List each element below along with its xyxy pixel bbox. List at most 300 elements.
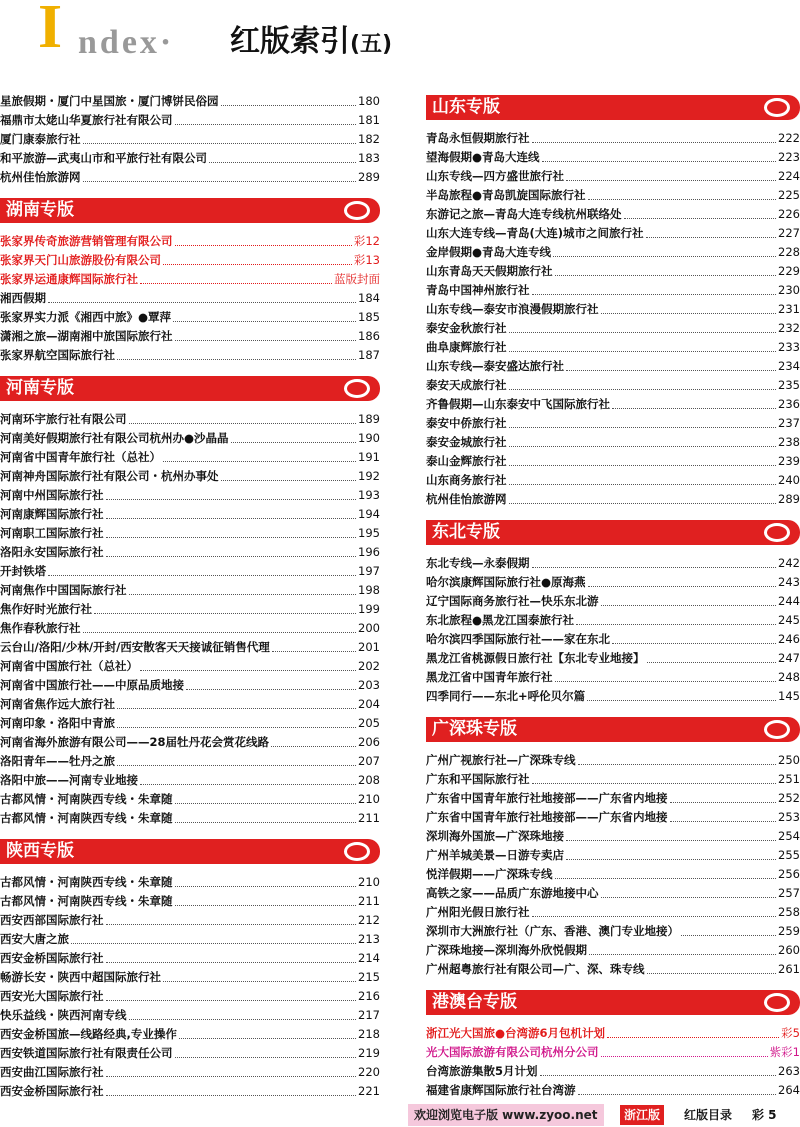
entry-name: 齐鲁假期—山东泰安中飞国际旅行社	[426, 397, 610, 411]
dot-leader	[175, 1057, 357, 1058]
index-entry	[0, 346, 380, 365]
index-entry	[0, 771, 380, 790]
dot-leader	[601, 605, 777, 606]
index-entry	[0, 1063, 380, 1082]
index-entry	[0, 429, 380, 448]
entry-name: 古都风情・河南陕西专线・朱章随	[0, 792, 173, 806]
dot-leader	[509, 332, 777, 333]
index-entry	[0, 873, 380, 892]
entry-name: 河南康辉国际旅行社	[0, 507, 104, 521]
entry-page: 紫彩1	[769, 1045, 800, 1059]
index-entry	[0, 752, 380, 771]
entry-page: 197	[358, 564, 380, 578]
dot-leader	[106, 962, 357, 963]
index-list-henan	[0, 410, 380, 828]
entry-name: 广州超粤旅行社有限公司—广、深、珠专线	[426, 962, 645, 976]
entry-name: 悦洋假期——广深珠专线	[426, 867, 553, 881]
entry-page: 217	[358, 1008, 380, 1022]
index-entry	[426, 300, 800, 319]
dot-leader	[587, 700, 776, 701]
entry-name: 泰安天成旅行社	[426, 378, 507, 392]
index-list-gangaotai	[426, 1024, 800, 1100]
section-header-dongbei: 东北专版	[426, 520, 800, 545]
dot-leader	[555, 878, 777, 879]
index-entry	[0, 657, 380, 676]
dot-leader	[175, 245, 352, 246]
entry-name: 星旅假期・厦门中星国旅・厦门博饼民俗园	[0, 94, 219, 108]
dot-leader	[179, 1038, 356, 1039]
index-entry	[0, 289, 380, 308]
entry-name: 河南焦作中国国际旅行社	[0, 583, 127, 597]
entry-page: 202	[358, 659, 380, 673]
dot-leader	[106, 556, 357, 557]
entry-name: 河南美好假期旅行社有限公司杭州办●沙晶晶	[0, 431, 229, 445]
index-entry	[0, 638, 380, 657]
entry-page: 251	[778, 772, 800, 786]
entry-page: 215	[358, 970, 380, 984]
entry-name: 广州阳光假日旅行社	[426, 905, 530, 919]
dot-leader	[670, 821, 777, 822]
entry-name: 广东省中国青年旅行社地接部——广东省内地接	[426, 810, 668, 824]
index-entry	[0, 524, 380, 543]
index-entry	[426, 376, 800, 395]
index-entry	[0, 168, 380, 187]
section-header-shandong: 山东专版	[426, 95, 800, 120]
dot-leader	[532, 567, 777, 568]
index-entry	[0, 327, 380, 346]
dot-leader	[509, 351, 777, 352]
index-entry	[426, 884, 800, 903]
entry-name: 张家界传奇旅游营销管理有限公司	[0, 234, 173, 248]
index-list-dongbei	[426, 554, 800, 706]
entry-page: 220	[358, 1065, 380, 1079]
dot-leader	[163, 461, 356, 462]
index-entry	[426, 1081, 800, 1100]
dot-leader	[670, 802, 777, 803]
entry-page: 223	[778, 150, 800, 164]
index-entry	[0, 714, 380, 733]
index-entry	[426, 827, 800, 846]
entry-page: 245	[778, 613, 800, 627]
entry-page: 238	[778, 435, 800, 449]
entry-name: 山东商务旅行社	[426, 473, 507, 487]
entry-page: 196	[358, 545, 380, 559]
dot-leader	[647, 973, 777, 974]
entry-page: 232	[778, 321, 800, 335]
entry-page: 210	[358, 792, 380, 806]
index-list-hunan	[0, 232, 380, 365]
index-entry	[426, 592, 800, 611]
entry-page: 228	[778, 245, 800, 259]
entry-page: 222	[778, 131, 800, 145]
entry-name: 张家界航空国际旅行社	[0, 348, 115, 362]
left-column	[0, 92, 380, 1101]
index-entry	[426, 751, 800, 770]
entry-name: 四季同行——东北+呼伦贝尔篇	[426, 689, 586, 703]
entry-name: 潇湘之旅—湖南湘中旅国际旅行社	[0, 329, 173, 343]
dot-leader	[509, 503, 777, 504]
index-entry	[426, 281, 800, 300]
entry-name: 黑龙江省桃源假日旅行社【东北专业地接】	[426, 651, 645, 665]
entry-page: 207	[358, 754, 380, 768]
index-entry	[426, 649, 800, 668]
entry-page: 259	[778, 924, 800, 938]
dot-leader	[173, 321, 356, 322]
entry-name: 广州广视旅行社—广深珠专线	[426, 753, 576, 767]
entry-page: 204	[358, 697, 380, 711]
entry-name: 广东和平国际旅行社	[426, 772, 530, 786]
entry-page: 231	[778, 302, 800, 316]
entry-name: 台湾旅游集散5月计划	[426, 1064, 538, 1078]
entry-page: 186	[358, 329, 380, 343]
index-entry	[0, 733, 380, 752]
entry-page: 206	[358, 735, 380, 749]
index-entry	[426, 1043, 800, 1062]
entry-name: 深圳海外国旅—广深珠地接	[426, 829, 564, 843]
entry-name: 福鼎市太姥山华夏旅行社有限公司	[0, 113, 173, 127]
entry-name: 西安西部国际旅行社	[0, 913, 104, 927]
circle-icon	[344, 842, 370, 861]
entry-name: 河南省中国旅行社——中原品质地接	[0, 678, 184, 692]
index-entry	[426, 129, 800, 148]
entry-name: 泰山金辉旅行社	[426, 454, 507, 468]
index-list-shaanxi	[0, 873, 380, 1101]
entry-name: 焦作春秋旅行社	[0, 621, 81, 635]
page-title	[38, 0, 438, 61]
entry-page: 263	[778, 1064, 800, 1078]
entry-name: 开封铁塔	[0, 564, 46, 578]
dot-leader	[117, 708, 356, 709]
dot-leader	[566, 840, 776, 841]
entry-page: 195	[358, 526, 380, 540]
entry-page: 264	[778, 1083, 800, 1097]
entry-page: 255	[778, 848, 800, 862]
entry-name: 山东专线—四方盛世旅行社	[426, 169, 564, 183]
entry-page: 181	[358, 113, 380, 127]
dot-leader	[175, 124, 357, 125]
entry-name: 西安曲江国际旅行社	[0, 1065, 104, 1079]
page-footer	[408, 1104, 800, 1126]
index-entry	[0, 790, 380, 809]
dot-leader	[175, 340, 357, 341]
entry-page: 185	[358, 310, 380, 324]
entry-page: 213	[358, 932, 380, 946]
index-entry	[426, 490, 800, 509]
index-entry	[426, 1024, 800, 1043]
dot-leader	[83, 632, 357, 633]
dot-leader	[578, 1094, 777, 1095]
entry-page: 蓝版封面	[334, 272, 380, 286]
entry-name: 西安光大国际旅行社	[0, 989, 104, 1003]
entry-name: 黑龙江省中国青年旅行社	[426, 670, 553, 684]
dot-leader	[540, 1075, 777, 1076]
right-column	[426, 92, 800, 1100]
entry-name: 古都风情・河南陕西专线・朱章随	[0, 875, 173, 889]
dot-leader	[83, 181, 357, 182]
index-entry	[0, 308, 380, 327]
entry-name: 张家界运通康辉国际旅行社	[0, 272, 138, 286]
dot-leader	[94, 613, 356, 614]
entry-name: 泰安金秋旅行社	[426, 321, 507, 335]
index-entry	[426, 186, 800, 205]
entry-page: 191	[358, 450, 380, 464]
dot-leader	[509, 389, 777, 390]
dot-leader	[117, 359, 356, 360]
entry-page: 216	[358, 989, 380, 1003]
dot-leader	[140, 670, 356, 671]
dot-leader	[588, 199, 777, 200]
dot-leader	[106, 924, 357, 925]
dot-leader	[106, 499, 357, 500]
entry-page: 243	[778, 575, 800, 589]
entry-name: 河南职工国际旅行社	[0, 526, 104, 540]
dot-leader	[106, 1000, 357, 1001]
index-entry	[0, 676, 380, 695]
entry-page: 198	[358, 583, 380, 597]
edition-badge: 浙江版	[620, 1105, 664, 1125]
entry-name: 西安铁道国际旅行社有限责任公司	[0, 1046, 173, 1060]
entry-page: 182	[358, 132, 380, 146]
index-entry	[0, 543, 380, 562]
entry-page: 236	[778, 397, 800, 411]
circle-icon	[764, 720, 790, 739]
entry-name: 泰安金城旅行社	[426, 435, 507, 449]
entry-name: 广州羊城美景—日游专卖店	[426, 848, 564, 862]
entry-page: 145	[778, 689, 800, 703]
dot-leader	[106, 518, 357, 519]
entry-page: 248	[778, 670, 800, 684]
index-entry	[0, 505, 380, 524]
entry-page: 200	[358, 621, 380, 635]
index-entry	[426, 414, 800, 433]
entry-page: 192	[358, 469, 380, 483]
entry-name: 金岸假期●青岛大连专线	[426, 245, 552, 259]
entry-page: 214	[358, 951, 380, 965]
index-entry	[426, 471, 800, 490]
index-entry	[426, 357, 800, 376]
entry-name: 泰安中侨旅行社	[426, 416, 507, 430]
index-entry	[426, 167, 800, 186]
index-entry	[426, 224, 800, 243]
index-entry	[0, 486, 380, 505]
entry-page: 190	[358, 431, 380, 445]
dot-leader	[509, 465, 777, 466]
entry-page: 183	[358, 151, 380, 165]
entry-name: 半岛旅程●青岛凯旋国际旅行社	[426, 188, 586, 202]
entry-name: 东北旅程●黑龙江国泰旅行社	[426, 613, 575, 627]
dot-leader	[106, 537, 357, 538]
index-entry	[0, 270, 380, 289]
entry-page: 235	[778, 378, 800, 392]
index-entry	[0, 581, 380, 600]
entry-name: 河南省中国旅行社（总社）	[0, 659, 138, 673]
entry-name: 辽宁国际商务旅行社—快乐东北游	[426, 594, 599, 608]
dot-leader	[175, 822, 357, 823]
dot-leader	[601, 897, 777, 898]
index-entry	[0, 410, 380, 429]
entry-page: 彩12	[353, 234, 380, 248]
title-letter-i: I	[38, 0, 63, 61]
index-entry	[426, 395, 800, 414]
index-list-top	[0, 92, 380, 187]
circle-icon	[764, 993, 790, 1012]
entry-page: 254	[778, 829, 800, 843]
entry-page: 225	[778, 188, 800, 202]
dot-leader	[106, 1095, 357, 1096]
entry-name: 山东专线—泰安市浪漫假期旅行社	[426, 302, 599, 316]
entry-name: 西安金桥国际旅行社	[0, 951, 104, 965]
dot-leader	[647, 662, 777, 663]
dot-leader	[272, 651, 356, 652]
index-entry	[0, 92, 380, 111]
dot-leader	[532, 783, 777, 784]
entry-page: 彩13	[353, 253, 380, 267]
page-number: 彩 5	[752, 1108, 777, 1122]
entry-name: 湘西假期	[0, 291, 46, 305]
circle-icon	[344, 379, 370, 398]
dot-leader	[163, 981, 356, 982]
index-entry	[0, 968, 380, 987]
index-entry	[426, 573, 800, 592]
entry-name: 畅游长安・陕西中超国际旅行社	[0, 970, 161, 984]
section-header-hunan: 湖南专版	[0, 198, 380, 223]
dot-leader	[542, 161, 777, 162]
entry-name: 广深珠地接—深圳海外欣悦假期	[426, 943, 587, 957]
entry-page: 彩5	[781, 1026, 800, 1040]
entry-name: 曲阜康辉旅行社	[426, 340, 507, 354]
entry-page: 208	[358, 773, 380, 787]
index-entry	[426, 319, 800, 338]
index-entry	[0, 695, 380, 714]
dot-leader	[209, 162, 356, 163]
entry-page: 221	[358, 1084, 380, 1098]
index-entry	[426, 903, 800, 922]
index-entry	[0, 251, 380, 270]
dot-leader	[555, 681, 777, 682]
index-entry	[0, 930, 380, 949]
index-entry	[0, 600, 380, 619]
entry-name: 张家界实力派《湘西中旅》●覃萍	[0, 310, 172, 324]
entry-name: 广东省中国青年旅行社地接部——广东省内地接	[426, 791, 668, 805]
index-entry	[0, 892, 380, 911]
entry-name: 厦门康泰旅行社	[0, 132, 81, 146]
circle-icon	[344, 201, 370, 220]
index-entry	[426, 148, 800, 167]
dot-leader	[601, 313, 777, 314]
entry-name: 河南环宇旅行社有限公司	[0, 412, 127, 426]
dot-leader	[607, 1037, 779, 1038]
section-header-gangaotai: 港澳台专版	[426, 990, 800, 1015]
entry-name: 高铁之家——品质广东游地接中心	[426, 886, 599, 900]
dot-leader	[231, 442, 357, 443]
index-entry	[426, 789, 800, 808]
entry-name: 河南省焦作远大旅行社	[0, 697, 115, 711]
dot-leader	[175, 803, 357, 804]
index-entry	[426, 433, 800, 452]
entry-page: 224	[778, 169, 800, 183]
entry-page: 289	[778, 492, 800, 506]
entry-name: 山东专线—泰安盛达旅行社	[426, 359, 564, 373]
entry-name: 东北专线—永泰假期	[426, 556, 530, 570]
index-entry	[426, 262, 800, 281]
dot-leader	[578, 764, 777, 765]
dot-leader	[566, 180, 776, 181]
entry-name: 杭州佳怡旅游网	[426, 492, 507, 506]
footer-website-text[interactable]: 欢迎浏览电子版 www.zyoo.net	[408, 1104, 604, 1126]
entry-page: 211	[358, 894, 380, 908]
entry-name: 张家界天门山旅游股份有限公司	[0, 253, 161, 267]
index-entry	[426, 865, 800, 884]
index-entry	[426, 960, 800, 979]
entry-page: 226	[778, 207, 800, 221]
index-entry	[0, 809, 380, 828]
entry-name: 古都风情・河南陕西专线・朱章随	[0, 811, 173, 825]
entry-page: 247	[778, 651, 800, 665]
entry-name: 深圳市大洲旅行社（广东、香港、澳门专业地接）	[426, 924, 679, 938]
dot-leader	[271, 746, 356, 747]
dot-leader	[566, 370, 776, 371]
dot-leader	[175, 886, 357, 887]
entry-page: 246	[778, 632, 800, 646]
index-entry	[426, 941, 800, 960]
entry-page: 227	[778, 226, 800, 240]
entry-name: 云台山/洛阳/少林/开封/西安散客天天接诚征销售代理	[0, 640, 270, 654]
entry-page: 240	[778, 473, 800, 487]
entry-page: 256	[778, 867, 800, 881]
dot-leader	[83, 143, 357, 144]
entry-page: 180	[358, 94, 380, 108]
dot-leader	[566, 859, 776, 860]
dot-leader	[601, 1056, 768, 1057]
dot-leader	[129, 594, 357, 595]
dot-leader	[612, 408, 776, 409]
entry-page: 184	[358, 291, 380, 305]
entry-name: 河南省中国青年旅行社（总社）	[0, 450, 161, 464]
index-entry	[426, 338, 800, 357]
dot-leader	[576, 624, 776, 625]
dot-leader	[532, 916, 777, 917]
entry-page: 229	[778, 264, 800, 278]
title-chinese: 红版索引(五)	[230, 24, 393, 59]
entry-page: 187	[358, 348, 380, 362]
entry-page: 253	[778, 810, 800, 824]
section-header-henan: 河南专版	[0, 376, 380, 401]
entry-page: 193	[358, 488, 380, 502]
entry-name: 福建省康辉国际旅行社台湾游	[426, 1083, 576, 1097]
entry-page: 230	[778, 283, 800, 297]
entry-name: 杭州佳怡旅游网	[0, 170, 81, 184]
circle-icon	[764, 98, 790, 117]
index-entry	[426, 687, 800, 706]
entry-name: 快乐益线・陕西河南专线	[0, 1008, 127, 1022]
index-entry	[426, 630, 800, 649]
entry-page: 252	[778, 791, 800, 805]
index-entry	[0, 949, 380, 968]
entry-name: 古都风情・河南陕西专线・朱章随	[0, 894, 173, 908]
entry-name: 山东大连专线—青岛(大连)城市之间旅行社	[426, 226, 644, 240]
entry-page: 239	[778, 454, 800, 468]
entry-name: 河南中州国际旅行社	[0, 488, 104, 502]
index-entry	[426, 770, 800, 789]
section-header-guangshenzhu: 广深珠专版	[426, 717, 800, 742]
index-entry	[0, 987, 380, 1006]
dot-leader	[681, 935, 776, 936]
dot-leader	[646, 237, 777, 238]
dot-leader	[71, 943, 356, 944]
dot-leader	[509, 484, 777, 485]
dot-leader	[532, 142, 777, 143]
entry-name: 洛阳青年——牡丹之旅	[0, 754, 115, 768]
